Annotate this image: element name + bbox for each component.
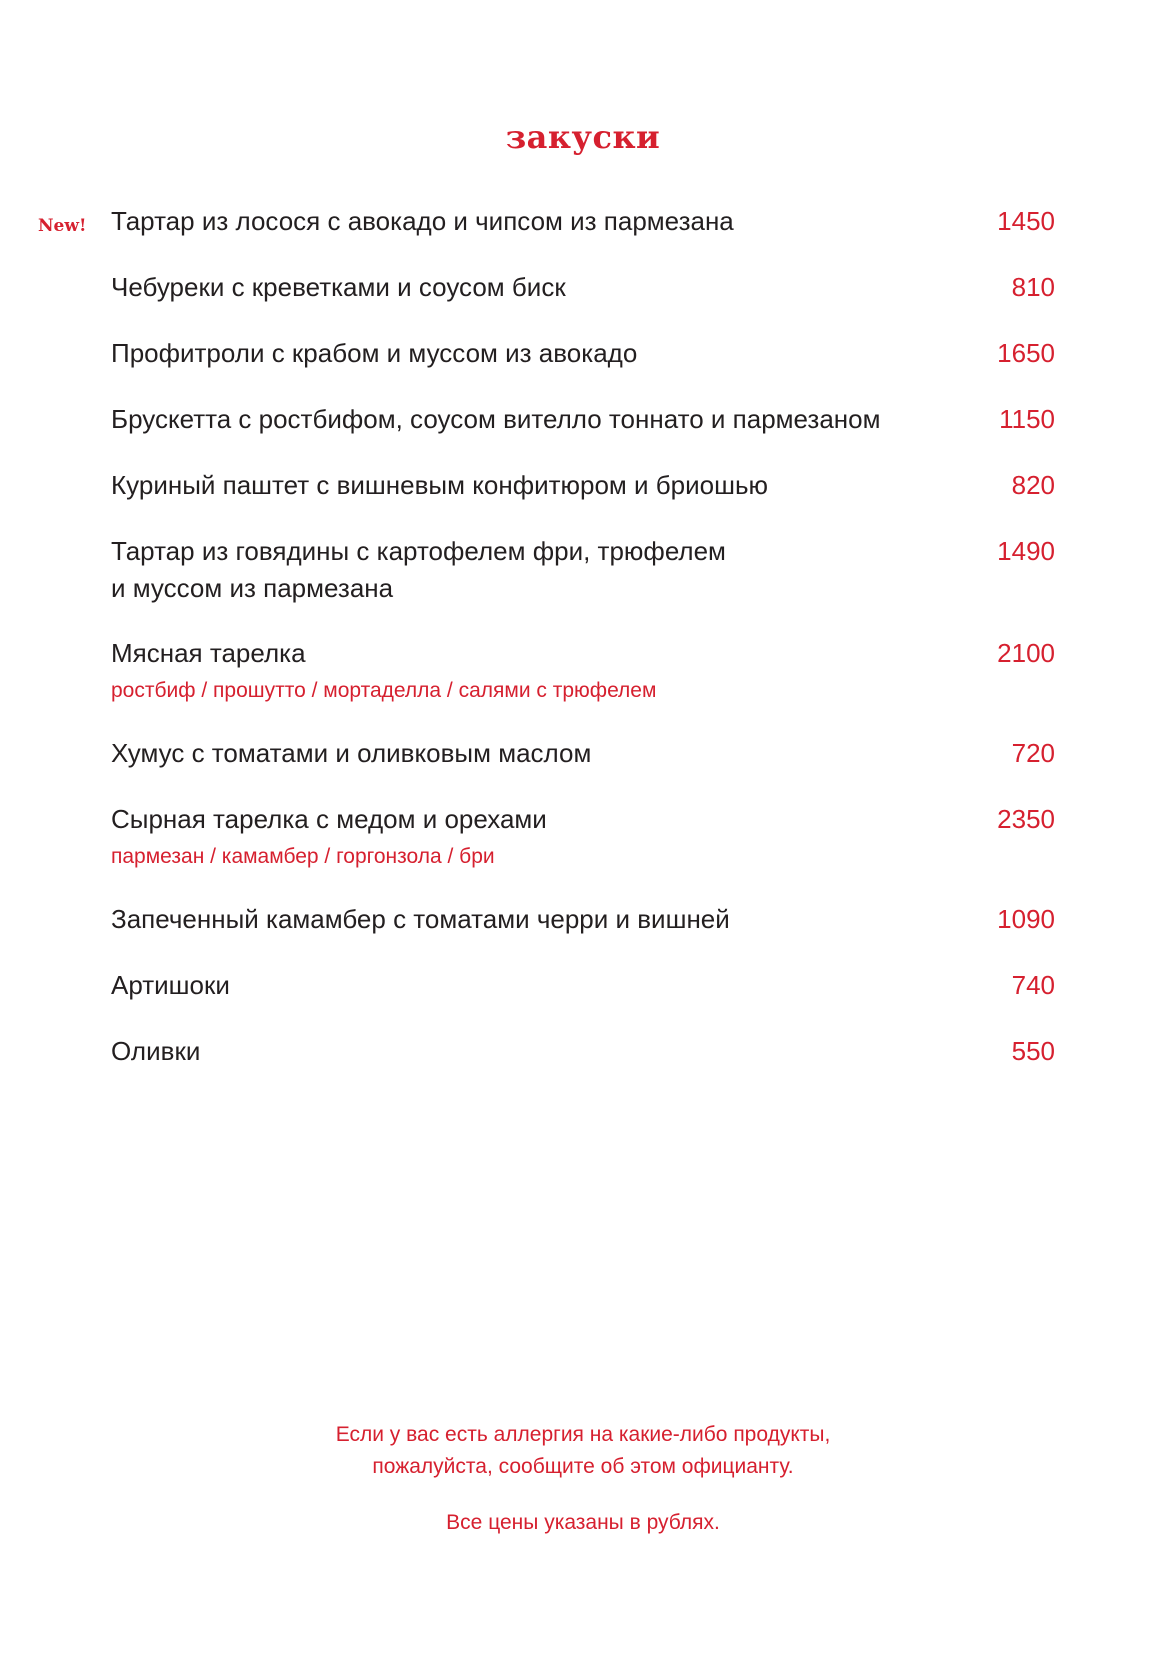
menu-item-name: Профитроли с крабом и муссом из авокадо — [111, 338, 638, 368]
menu-item-name: Оливки — [111, 1036, 201, 1066]
allergy-notice-line1: Если у вас есть аллергия на какие-либо продукты, — [335, 1423, 831, 1446]
menu-item-price: 720 — [1011, 738, 1055, 768]
menu-item — [111, 1033, 1055, 1070]
menu-item-price: 810 — [1011, 272, 1055, 302]
menu-item — [111, 901, 1055, 938]
menu-item-price: 2100 — [997, 638, 1055, 668]
menu-item — [111, 635, 1055, 706]
menu-item-name: Чебуреки с креветками и соусом биск — [111, 272, 566, 302]
menu-item — [111, 269, 1055, 306]
menu-item-price: 550 — [1011, 1036, 1055, 1066]
menu-item-description: пармезан / камамбер / горгонзола / бри — [111, 845, 495, 868]
menu-item-price: 2350 — [997, 804, 1055, 834]
menu-item — [111, 335, 1055, 372]
menu-item — [111, 801, 1055, 872]
menu-item — [111, 401, 1055, 438]
menu-item-price: 740 — [1011, 970, 1055, 1000]
menu-item — [111, 533, 1055, 607]
new-badge: New! — [38, 216, 87, 236]
allergy-notice — [0, 1419, 1166, 1483]
currency-notice: Все цены указаны в рублях. — [446, 1511, 720, 1534]
menu-item — [111, 967, 1055, 1004]
menu-item — [111, 735, 1055, 772]
menu-item-name-line1: Тартар из говядины с картофелем фри, трюфелем — [111, 536, 726, 566]
menu-item-name: Артишоки — [111, 970, 230, 1000]
menu-item-name: Мясная тарелка — [111, 638, 306, 668]
page-title: закуски — [505, 118, 661, 156]
menu-item-price: 1090 — [997, 904, 1055, 934]
menu-item-name: Запеченный камамбер с томатами черри и вишней — [111, 904, 730, 934]
menu-item-name: Хумус с томатами и оливковым маслом — [111, 738, 592, 768]
menu-item-description: ростбиф / прошутто / мортаделла / салями с трюфелем — [111, 679, 657, 702]
menu-item-price: 1450 — [997, 206, 1055, 236]
menu-item — [111, 467, 1055, 504]
allergy-notice-line2: пожалуйста, сообщите об этом официанту. — [372, 1455, 794, 1478]
menu-item-name: Тартар из лосося с авокадо и чипсом из пармезана — [111, 206, 734, 236]
menu-item-name: Брускетта с ростбифом, соусом вителло тоннато и пармезаном — [111, 404, 881, 434]
menu-item-price: 1150 — [999, 404, 1055, 434]
menu-item — [111, 203, 1055, 240]
menu-item-name: Куриный паштет с вишневым конфитюром и бриошью — [111, 470, 769, 500]
menu-item-price: 1650 — [997, 338, 1055, 368]
menu-item-name-line2: и муссом из пармезана — [111, 573, 394, 603]
menu-item-name: Сырная тарелка с медом и орехами — [111, 804, 547, 834]
menu-item-price: 820 — [1011, 470, 1055, 500]
menu-item-price: 1490 — [997, 536, 1055, 566]
